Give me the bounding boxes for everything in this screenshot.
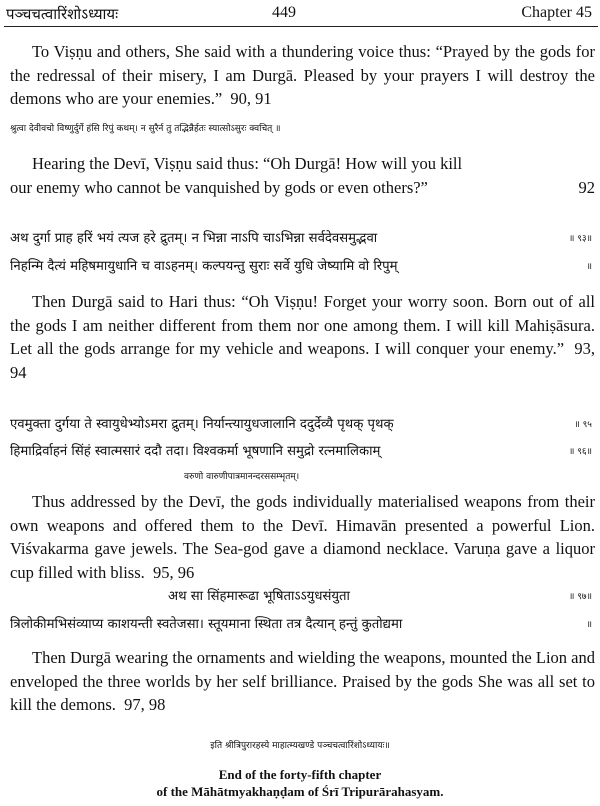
verse-ref: 90, 91 xyxy=(230,89,272,109)
translation-97-98: Then Durgā wearing the ornaments and wielding the weapons, mounted the Lion and enveloped the three worlds by her self brilliance. Praised by the gods She was all set to kill the demons. 97, 98 xyxy=(10,648,595,715)
chapter-end-line-1: End of the forty-fifth chapter xyxy=(218,767,382,782)
header-chapter-sanskrit: पञ्चचत्वारिंशोऽध्यायः xyxy=(6,5,119,23)
header-rule xyxy=(4,26,598,27)
running-header xyxy=(0,0,600,28)
sanskrit-verse-92: श्रुत्वा देवीवचो विष्णुर्दुर्गे हंसि रिपुं कथम्। न सुरैर्न तु तद्भिन्नैर्हतः स्यात्सोऽसुरः क्वचित् ॥ xyxy=(10,124,281,134)
book-page: पञ्चचत्वारिंशोऽध्यायः 449 Chapter 45 To Viṣṇu and others, She said with a thundering voice thus: “Prayed by the gods for the redressal of their misery, I am Durgā. Pleased by your prayers I will destroy the demons who are your enemies.” 90, 91 श्रुत्वा देवीवचो विष्णुर्दुर्गे हंसि रिपुं कथम्। न सुरैर्न तु तद्भिन्नैर्हतः स्यात्सोऽसुरः क्वचित् ॥ Hearing the Devī, Viṣṇu said thus: “Oh Durgā! How will you kill our enemy who cannot be vanquished by gods or even others?” 92 अथ दुर्गा प्राह हरिं भयं त्यज हरे द्रुतम्। न भिन्ना नाऽपि चाऽभिन्ना सर्वदेवसमुद्भवा ॥ ९३॥ निहन्मि दैत्यं महिषमायुधानि च वाऽहनम्। कल्पयन्तु सुराः सर्वे युधि जेष्यामि वो रिपुम् ॥ Then Durgā said to Hari thus: “Oh Viṣṇu! Forget your worry soon. Born out of all the gods I am neither different from them nor one among them. I will kill Mahiṣāsura. Let all the gods arrange for my vehicle and weapons. I will conquer your enemy.” 93, 94 एवमुक्ता दुर्गया ते स्वायुधेभ्योऽमरा द्रुतम्। निर्यान्त्यायुधजालानि ददुर्देव्यै पृथक् पृथक् ॥ ९५ हिमाद्रिर्वाहनं सिंहं स्वात्मसारं ददौ तदा। विश्वकर्मा भूषणानि समुद्रो रत्नमालिकाम् ॥ ९६॥ वरुणो वारुणीपात्रमानन्दरससम्भृतम्। Thus addressed by the Devī, the gods individually materialised weapons from their own weapons and offered them to the Devī. Himavān presented a powerful Lion. Viśvakarma gave jewels. The Sea-god gave a diamond necklace. Varuṇa gave a liquor cup filled with bliss. 95, 96 अथ सा सिंहमारूढा भूषिताऽऽयुधसंयुता ॥ ९७॥ त्रिलोकीमभिसंव्याप्य काशयन्ती स्वतेजसा। स्तूयमाना स्थिता तत्र दैत्यान् हन्तुं कुतोद्यमा ॥ Then Durgā wearing the ornaments and wielding the weapons, mounted the Lion and enveloped the three worlds by her self brilliance. Praised by the gods She was all set to kill the demons. 97, 98 इति श्रीत्रिपुरारहस्ये माहात्म्यखण्डे पञ्चचत्वारिंशोऽध्यायः॥ End of the forty-fifth chapter of the Māhātmyakhaṇḍam of Śrī Tripurārahasyam. xyxy=(0,0,600,806)
translation-95-96: Thus addressed by the Devī, the gods individually materialised weapons from their own weapons and offered them to the Devī. Himavān presented a powerful Lion. Viśvakarma gave jewels. The Sea-god gave a diamond necklace. Varuṇa gave a liquor cup filled with bliss. 95, 96 xyxy=(10,492,595,582)
verse-ref: 95, 96 xyxy=(153,562,195,582)
verse-ref: 93, 94 xyxy=(10,339,596,382)
translation-92: Hearing the Devī, Viṣṇu said thus: “Oh Durgā! How will you kill our enemy who cannot be vanquished by gods or even others?” 92 xyxy=(10,152,595,199)
sanskrit-colophon: इति श्रीत्रिपुरारहस्ये माहात्म्यखण्डे पञ्चचत्वारिंशोऽध्यायः॥ xyxy=(210,741,390,751)
translation-90-91: To Viṣṇu and others, She said with a thundering voice thus: “Prayed by the gods for the redressal of their misery, I am Durgā. Pleased by your prayers I will destroy the demons who are your enemies.” 90, 91 xyxy=(10,42,595,109)
sanskrit-verse-96b: वरुणो वारुणीपात्रमानन्दरससम्भृतम्। xyxy=(184,472,300,482)
verse-ref: 97, 98 xyxy=(124,695,166,715)
translation-93-94: Then Durgā said to Hari thus: “Oh Viṣṇu! Forget your worry soon. Born out of all the gods I am neither different from them nor one among them. I will kill Mahiṣāsura. Let all the gods arrange for my vehicle and weapons. I will conquer your enemy.” 93, 94 xyxy=(10,292,596,382)
page-number: 449 xyxy=(272,4,296,21)
header-chapter-english: Chapter 45 xyxy=(521,4,592,21)
verse-ref: 92 xyxy=(578,177,595,197)
chapter-end-line-2: of the Māhātmyakhaṇḍam of Śrī Tripurārahasyam. xyxy=(156,784,444,799)
